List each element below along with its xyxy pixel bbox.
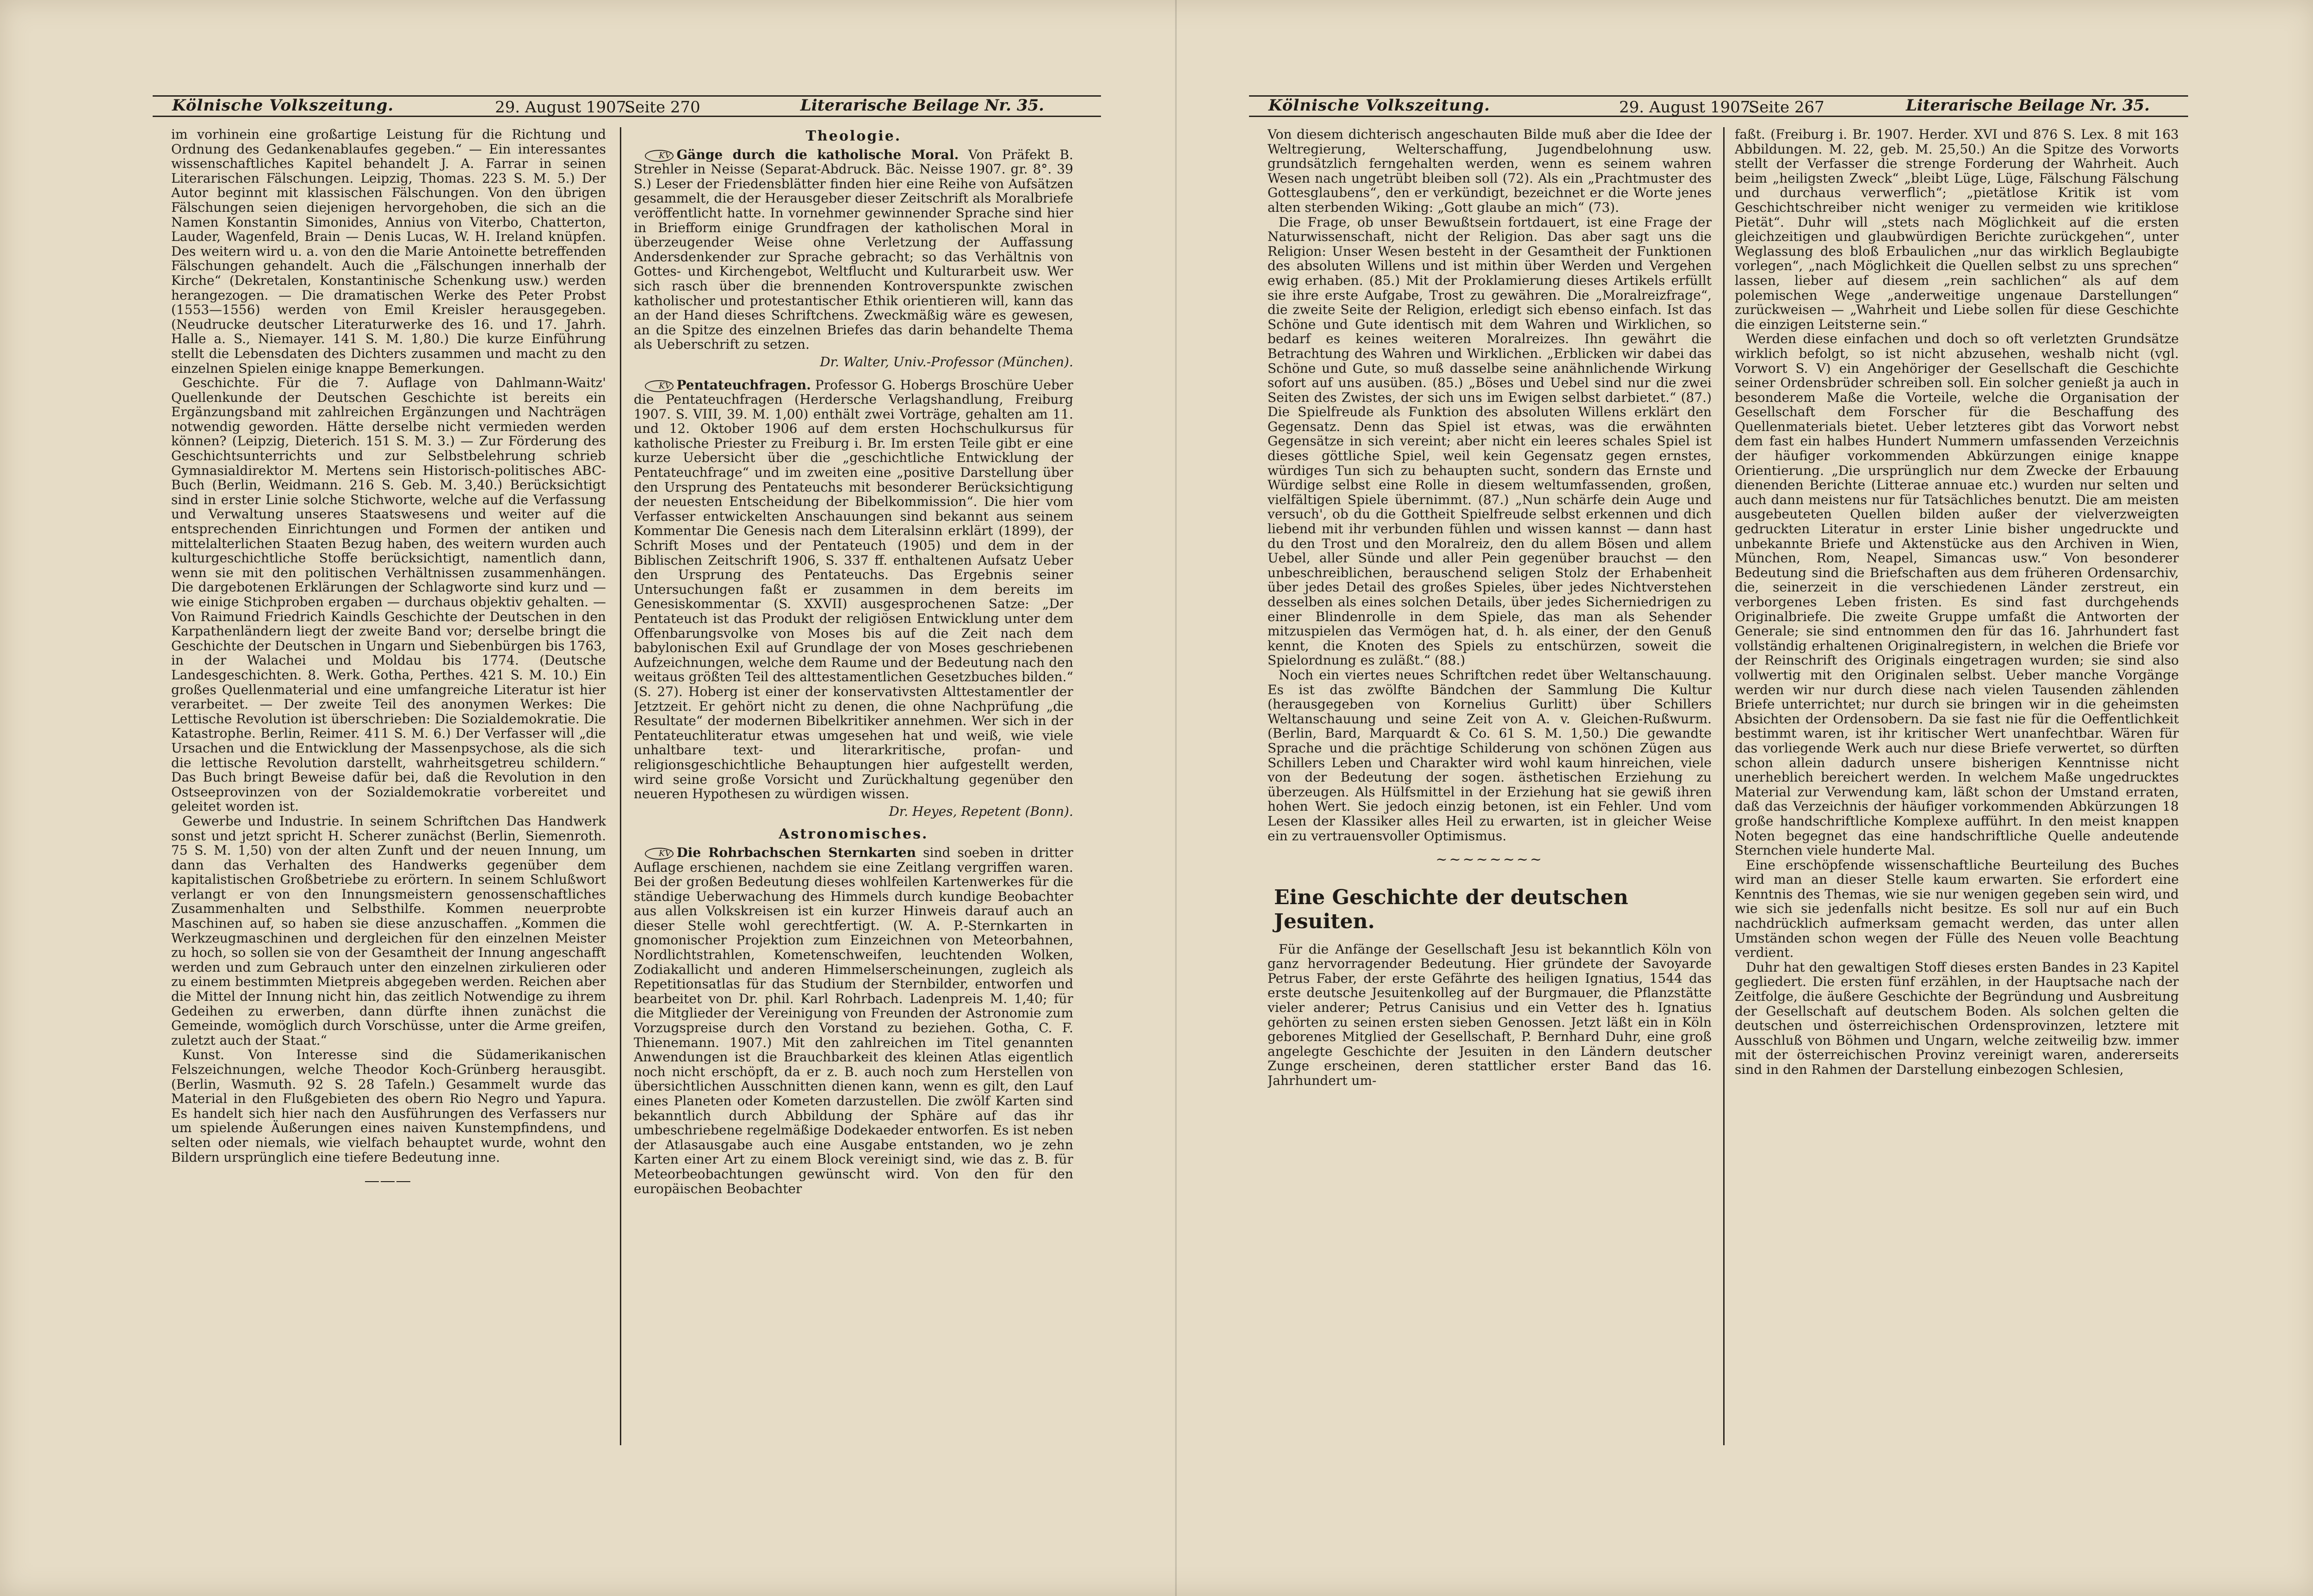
page-fold [1175, 0, 1177, 1596]
divider: ――― [365, 1173, 412, 1189]
kv-mark-icon: KV [645, 380, 674, 392]
article-signature: Dr. Walter, Univ.-Professor (München). [820, 354, 1073, 370]
article-text: Von Präfekt B. Strehler in Neisse (Separat-Abdruck. Bäc. Neisse 1907. gr. 8°. 39 S.) Leser der Friedensblätter finden hier eine Reihe von Aufsätzen gesammelt, die der Herausgeber dieser Zeitschrift als Moralbriefe veröffentlicht hatte. In vornehmer gewinnender Sprache sind hier in Briefform einige Grundfragen der katholischen Moral in überzeugender Weise ohne Verletzung der Auffassung Andersdenkender zur Sprache gebracht; so das Verhältnis von Gottes- und Kirchengebot, Weltflucht und Kulturarbeit usw. Wer sich rasch über die brennenden Kontroverspunkte zwischen katholischer und protestantischer Ethik orientieren will, kann das an der Hand dieses Schriftchens. Zweckmäßig wäre es gewesen, an die Spitze des einzelnen Briefes das darin behandelte Thema als Ueberschrift zu setzen. [634, 147, 1073, 352]
right-header-supplement: Literarische Beilage Nr. 35. [1906, 96, 2150, 115]
right-column-rule [1723, 127, 1725, 1445]
article-text: Professor G. Hobergs Broschüre Ueber die Pentateuchfragen (Herdersche Verlagshandlung, Freiburg 1907. S. VIII, 39. M. 1,00) enthält zwei Vorträge, gehalten am 11. und 12. Oktober 1906 auf dem ersten Hochschulkursus für katholische Priester zu Freiburg i. Br. Im ersten Teile gibt er eine kurze Uebersicht über die „geschichtliche Entwicklung der Pentateuchfrage“ und im zweiten eine „positive Darstellung über den Ursprung des Pentateuchs mit besonderer Berücksichtigung der neuesten Entscheidung der Bibelkommission“. Die hier vom Verfasser entwickelten Anschauungen sind bekannt aus seinem Kommentar Die Genesis nach dem Literalsinn erklärt (1899), der Schrift Moses und der Pentateuch (1905) und dem in der Biblischen Zeitschrift 1906, S. 337 ff. enthaltenen Aufsatz Ueber den Ursprung des Pentateuchs. Das Ergebnis seiner Untersuchungen faßt er zusammen in dem bereits im Genesiskommentar (S. XXVII) ausgesprochenen Satze: „Der Pentateuch ist das Produkt der religiösen Entwicklung unter dem Offenbarungsvolke von Moses bis auf die Zeit nach dem babylonischen Exil auf Grundlage der von Moses geschriebenen Aufzeichnungen, welche dem Raume und der Bedeutung nach den weitaus größten Teil des alttestamentlichen Gesetzbuches bilden.“ (S. 27). Hoberg ist einer der konservativsten Alttestamentler der Jetztzeit. Er gehört nicht zu denen, die ohne Nachprüfung „die Resultate“ der modernen Bibelkritiker annehmen. Wer sich in der Pentateuchliteratur etwas umgesehen hat und weiß, wie viele unhaltbare text- und literarkritische, profan- und religionsgeschichtliche Behauptungen hier aufgestellt werden, wird seine große Vorsicht und Zurückhaltung gegenüber den neueren Hypothesen zu würdigen wissen. [634, 377, 1073, 802]
paragraph: Kunst. Von Interesse sind die Südamerikanischen Felszeichnungen, welche Theodor Koch-Grünberg herausgibt. (Berlin, Wasmuth. 92 S. 28 Tafeln.) Gesammelt wurde das Material in den Flußgebieten des obern Rio Negro und Yapura. Es handelt sich hier nach den Ausführungen des Verfassers nur um spielende Äußerungen eines naiven Kunstempfindens, und selten oder niemals, wie vielfach behauptet wurde, wohnt den Bildern ursprünglich eine tiefere Bedeutung inne. [171, 1047, 606, 1165]
left-header-date: 29. August 1907. [495, 98, 631, 117]
kv-mark-icon: KV [645, 848, 674, 860]
article-title: Die Rohrbachschen Sternkarten [676, 844, 916, 860]
right-columns [1268, 127, 2188, 1450]
section-heading-theology: Theologie. [805, 128, 902, 144]
right-col-1 [1268, 127, 1712, 1450]
article-headline: Eine Geschichte der deutschen Jesuiten. [1274, 885, 1628, 933]
paragraph: Die Frage, ob unser Bewußtsein fortdauert, ist eine Frage der Naturwissenschaft, nicht der Religion. Das aber sagt uns die Religion: Unser Wesen besteht in der Gesamtheit der Funktionen des absoluten Willens und ist mithin über Werden und Vergehen ewig erhaben. (85.) Mit der Proklamierung dieses Artikels erfüllt sie ihre erste Aufgabe, Trost zu gewähren. Die „Moralreizfrage“, die zweite Seite der Religion, erledigt sich ebenso einfach. Ist das Schöne und Gute identisch mit dem Wahren und Wirklichen, so bedarf es keines weiteren Moralreizes. Ihn gewährt die Betrachtung des Wahren und Wirklichen. „Erblicken wir dabei das Schöne und Gute, so muß dasselbe seine anähnlichende Wirkung sofort auf uns ausüben. (85.) „Böses und Uebel sind nur die zwei Seiten des Zwistes, der sich uns im Ewigen selbst darbietet.“ (87.) Die Spielfreude als Funktion des absoluten Willens erklärt den Gegensatz. Denn das Spiel ist etwas, was die erwähnten Gegensätze in sich vereint; aber nicht ein leeres schales Spiel ist dieses göttliche Spiel, weil kein Gegensatz gegen ernstes, würdiges Tun sich zu behaupten sucht, sondern das Ernste und Würdige selbst eine Rolle in diesem weltumfassenden, großen, vielfältigen Spiele übernimmt. (87.) „Nun schärfe dein Auge und versuch', ob du die Gottheit Spielfreude selbst erkennen und dich liebend mit ihr verbunden fühlen und wissen kannst — dann hast du den Trost und den Moralreiz, den du allem Bösen und allem Uebel, aller Sünde und aller Pein gegenüber brauchst — den unbeschreiblichen, berauschend seligen Stolz der Erhabenheit über jedes Detail des großes Spieles, über jedes Nichtverstehen desselben als eines solchen Details, über jedes Sicherniedrigen zu einer Blindenrolle in dem Spiele, das man als Sehender mitzuspielen das Vermögen hat, d. h. als einer, der den Genuß kennt, die Knoten des Spiels zu entschürzen, soweit die Spielordnung es zuläßt.“ (88.) [1268, 214, 1712, 668]
left-col-2 [634, 127, 1073, 1450]
right-header-rule [1249, 116, 2188, 117]
paragraph: faßt. (Freiburg i. Br. 1907. Herder. XVI und 876 S. Lex. 8 mit 163 Abbildungen. M. 22, geb. M. 25,50.) An die Spitze des Vorworts stellt der Verfasser die strenge Forderung der Wahrheit. Auch beim „heiligsten Zweck“ „bleibt Lüge, Lüge, Fälschung Fälschung und durchaus verwerflich“; „pietätlose Kritik ist vom Geschichtschreiber nicht weniger zu vermeiden wie kritiklose Pietät“. Duhr will „stets nach Möglichkeit auf die ersten gleichzeitigen und glaubwürdigen Berichte zurückgehen“, unter Weglassung des bloß Erbaulichen „nur das wirklich Beglaubigte vorlegen“, „nach Möglichkeit die Quellen selbst zu uns sprechen“ lassen, lieber auf diesem „rein sachlichen“ als auf dem polemischen Wege „anderweitige ungenaue Darstellungen“ zurückweisen — „Wahrheit und Liebe sollen für diese Geschichte die einzigen Leitsterne sein.“ [1735, 127, 2179, 332]
right-header-paper: Kölnische Volkszeitung. [1268, 96, 1490, 115]
left-columns [171, 127, 1101, 1450]
kv-mark-icon: KV [645, 150, 674, 162]
left-column-rule [620, 127, 621, 1445]
right-header-date: 29. August 1907. [1619, 98, 1756, 117]
paragraph: Von diesem dichterisch angeschauten Bilde muß aber die Idee der Weltregierung, Welterschaffung, Jugendbelohnung usw. grundsätzlich ferngehalten werden, wenn es seinem wahren Wesen nach ungetrübt bleiben soll (72). Als ein „Prachtmuster des Gottesglaubens“, den er verkündigt, bezeichnet er die Worte jenes alten sterbenden Wiking: „Gott glaube an mich“ (73). [1268, 127, 1712, 215]
article-title: Pentateuchfragen. [676, 377, 811, 393]
right-header [1249, 69, 2188, 117]
paragraph: Eine erschöpfende wissenschaftliche Beurteilung des Buches wird man an dieser Stelle kaum erwarten. Sie erfordert eine Kenntnis des Themas, wie sie nur wenigen gegeben sein wird, und wie sich sie jedenfalls nicht besitze. Es soll nur auf ein Buch nachdrücklich aufmerksam gemacht werden, das unter allen Umständen schon wegen der Fülle des Neuen volle Beachtung verdient. [1735, 857, 2179, 961]
paragraph: Werden diese einfachen und doch so oft verletzten Grundsätze wirklich befolgt, so ist nicht abzusehen, weshalb nicht (vgl. Vorwort S. V) ein Angehöriger der Gesellschaft die Geschichte seiner Ordensbrüder schreiben soll. Ein solcher genießt ja auch in besonderem Maße die Vorteile, welche die Organisation der Gesellschaft dem Forscher für die Beschaffung des Quellenmaterials bietet. Ueber letzteres gibt das Vorwort nebst dem fast ein halbes Hundert Nummern umfassenden Verzeichnis der häufiger vorkommenden Abkürzungen einige knappe Orientierung. „Die ursprünglich nur dem Zwecke der Erbauung dienenden Berichte (Litterae annuae etc.) wurden nur selten und auch dann meistens nur für Tatsächliches benutzt. Die am meisten ausgebeuteten Quellen bilden außer der vielverzweigten gedruckten Literatur in erster Linie bisher ungedruckte und unbekannte Briefe und Aktenstücke aus den Archiven in Wien, München, Rom, Neapel, Simancas usw.“ Von besonderer Bedeutung sind die Briefschaften aus dem früheren Ordensarchiv, die, seinerzeit in die verschiedenen Länder zerstreut, ein verborgenes Leben fristen. Es sind fast durchgehends Originalbriefe. Die zweite Gruppe umfaßt die Antworten der Generale; sie sind entnommen den für das 16. Jahrhundert fast vollständig erhaltenen Originalregistern, in welchen die Briefe vor der Reinschrift des Originals eingetragen wurden; sie sind also vollwertig mit den Originalen selbst. Ueber manche Vorgänge werden wir nur durch diese nach vielen Tausenden zählenden Briefe unterrichtet; nur durch sie bringen wir in die geheimsten Absichten der Ordensobern. Da sie fast nie für die Oeffentlichkeit bestimmt waren, ist ihr kritischer Wert unanfechtbar. Wären für das vorliegende Werk auch nur diese Briefe verwertet, so dürften schon allein dadurch unsere bisherigen Kenntnisse nicht unerheblich bereichert werden. In welchem Maße ungedrucktes Material zur Verwendung kam, läßt schon der Umstand erraten, daß das Verzeichnis der häufiger vorkommenden Abkürzungen 18 große handschriftliche Komplexe aufführt. In den meist knappen Noten begegnet das eine handschriftliche Quelle andeutende Sternchen viele hunderte Mal. [1735, 331, 2179, 858]
paragraph: Gewerbe und Industrie. In seinem Schriftchen Das Handwerk sonst und jetzt spricht H. Scherer zunächst (Berlin, Siemenroth. 75 S. M. 1,50) von der alten Zunft und der neuen Innung, um dann das Verhalten des Handwerks gegenüber dem kapitalistischen Großbetriebe zu erörtern. In seinem Schlußwort verlangt er von den Innungsmeistern genossenschaftliches Zusammenhalten und Selbsthilfe. Kommen neuerprobte Maschinen auf, so haben sie diese anzuschaffen. „Kommen die Werkzeugmaschinen und dergleichen für den einzelnen Meister zu hoch, so sollen sie von der Gesamtheit der Innung angeschafft werden und zum Gebrauch unter den einzelnen zirkulieren oder zu einem bestimmten Mietpreis abgegeben werden. Reichen aber die Mittel der Innung nicht hin, das zeitlich Notwendige zu ihrem Gedeihen zu erwerben, dann dürfte ihnen zunächst die Gemeinde, womöglich durch Vorschüsse, unter die Arme greifen, zuletzt auch der Staat.“ [171, 813, 606, 1048]
divider-flourish: ~~~~~~~~ [1435, 851, 1544, 868]
article-signature: Dr. Heyes, Repetent (Bonn). [889, 803, 1073, 819]
right-col-2 [1735, 127, 2179, 1450]
left-header-paper: Kölnische Volkszeitung. [172, 96, 394, 115]
left-header [153, 69, 1101, 117]
section-heading-astronomy: Astronomisches. [779, 826, 928, 843]
article-text: sind soeben in dritter Auflage erschienen, nachdem sie eine Zeitlang vergriffen waren. Bei der großen Bedeutung dieses wohlfeilen Kartenwerkes für die ständige Ueberwachung des Himmels durch kundige Beobachter aus allen Volkskreisen ist ein kurzer Hinweis darauf auch an dieser Stelle wohl gerechtfertigt. (W. A. P.-Sternkarten in gnomonischer Projektion zum Einzeichnen von Meteorbahnen, Nordlichtstrahlen, Kometenschweifen, leuchtenden Wolken, Zodiakallicht und anderen Himmelserscheinungen, zugleich als Repetitionsatlas für das Studium der Sternbilder, entworfen und bearbeitet von Dr. phil. Karl Rohrbach. Ladenpreis M. 1,40; für die Mitglieder der Vereinigung von Freunden der Astronomie zum Vorzugspreise durch den Vorstand zu beziehen. Gotha, C. F. Thienemann. 1907.) Mit den zahlreichen im Titel genannten Anwendungen ist die Brauchbarkeit des kleinen Atlas eigentlich noch nicht erschöpft, da er z. B. auch noch zum Herstellen von übersichtlichen Ausschnitten dienen kann, wenn es gilt, den Lauf eines Planeten oder Kometen darzustellen. Die zwölf Karten sind bekanntlich durch Abbildung der Sphäre auf das ihr umbeschriebene regelmäßige Dodekaeder entworfen. Es ist neben der Atlasausgabe auch eine Ausgabe entstanden, wo je zehn Karten einer Art zu einem Block vereinigt sind, wie das z. B. für Meteorbeobachtungen gewünscht wird. Von den für den europäischen Beobachter [634, 844, 1073, 1196]
left-col-1 [171, 127, 606, 1450]
paragraph: Geschichte. Für die 7. Auflage von Dahlmann-Waitz' Quellenkunde der Deutschen Geschichte ist bereits ein Ergänzungsband mit zahlreichen Ergänzungen und Nachträgen notwendig geworden. Hätte derselbe nicht vermieden werden können? (Leipzig, Dieterich. 151 S. M. 3.) — Zur Förderung des Geschichtsunterrichts und zur Selbstbelehrung schrieb Gymnasialdirektor M. Mertens sein Historisch-politisches ABC-Buch (Berlin, Weidmann. 216 S. Geb. M. 3,40.) Berücksichtigt sind in erster Linie solche Stichworte, welche auf die Verfassung und Verwaltung unseres Staatswesens und weiter auf die entsprechenden Einrichtungen und Formen der antiken und mittelalterlichen Staaten Bezug haben, des weitern wurden auch kulturgeschichtliche Stoffe berücksichtigt, namentlich dann, wenn sie mit den politischen Verhältnissen zusammenhängen. Die dargebotenen Erklärungen der Schlagworte sind kurz und — wie einige Stichproben ergaben — durchaus objektiv gehalten. — Von Raimund Friedrich Kaindls Geschichte der Deutschen in den Karpathenländern liegt der zweite Band vor; derselbe bringt die Geschichte der Deutschen in Ungarn und Siebenbürgen bis 1763, in der Walachei und Moldau bis 1774. (Deutsche Landesgeschichten. 8. Werk. Gotha, Perthes. 421 S. M. 10.) Ein großes Quellenmaterial und eine umfangreiche Literatur ist hier verarbeitet. — Der zweite Teil des anonymen Werkes: Die Lettische Revolution ist überschrieben: Die Sozialdemokratie. Die Katastrophe. Berlin, Reimer. 411 S. M. 6.) Der Verfasser will „die Ursachen und die Entwicklung der Massenpsychose, als die sich die lettische Revolution darstellt, wahrheitsgetreu schildern.“ Das Buch bringt Beweise dafür bei, daß die Revolution in den Ostseeprovinzen von der Sozialdemokratie vorbereitet und geleitet worden ist. [171, 375, 606, 814]
paragraph: Für die Anfänge der Gesellschaft Jesu ist bekanntlich Köln von ganz hervorragender Bedeutung. Hier gründete der Savoyarde Petrus Faber, der erste Gefährte des heiligen Ignatius, 1544 das erste deutsche Jesuitenkolleg auf der Burgmauer, die Pflanzstätte vieler anderer; Petrus Canisius und ein Vetter des h. Ignatius gehörten zu seinen ersten sieben Genossen. Jetzt läßt ein in Köln geborenes Mitglied der Gesellschaft, P. Bernhard Duhr, eine groß angelegte Geschichte der Jesuiten in den Ländern deutscher Zunge erscheinen, deren stattlicher erster Band das 16. Jahrhundert um- [1268, 941, 1712, 1089]
right-header-page: Seite 267 [1749, 98, 1824, 117]
right-page [1249, 69, 2188, 1457]
paragraph: Duhr hat den gewaltigen Stoff dieses ersten Bandes in 23 Kapitel gegliedert. Die ersten fünf erzählen, in der Hauptsache nach der Zeitfolge, die äußere Geschichte der Begründung und Ausbreitung der Gesellschaft auf deutschem Boden. Als solchen gelten die deutschen und österreichischen Ordensprovinzen, letztere mit Ausschluß von Böhmen und Ungarn, welche zeitweilig bzw. immer mit der österreichischen Provinz vereinigt waren, andererseits sind in den Rahmen der Darstellung einbezogen Schlesien, [1735, 959, 2179, 1077]
left-header-supplement: Literarische Beilage Nr. 35. [800, 96, 1045, 115]
paragraph: Noch ein viertes neues Schriftchen redet über Weltanschauung. Es ist das zwölfte Bändchen der Sammlung Die Kultur (herausgegeben von Kornelius Gurlitt) über Schillers Weltanschauung und seine Zeit von A. v. Gleichen-Rußwurm. (Berlin, Bard, Marquardt & Co. 61 S. M. 1,50.) Die gewandte Sprache und die prächtige Schilderung von schönen Zügen aus Schillers Leben und Charakter wird wohl kaum hinreichen, viele von der Bedeutung der sogen. ästhetischen Erziehung zu überzeugen. Als Hülfsmittel in der Erziehung hat sie gewiß ihren hohen Wert. Sie jedoch einzig betonen, ist ein Fehler. Und vom Lesen der Klassiker alles Heil zu erwarten, ist in gleicher Weise ein zu vertrauensvoller Optimismus. [1268, 667, 1712, 844]
left-header-page: Seite 270 [625, 98, 700, 117]
article-title: Gänge durch die katholische Moral. [676, 147, 959, 162]
left-page [153, 69, 1101, 1457]
paragraph: im vorhinein eine großartige Leistung für die Richtung und Ordnung des Gedankenablaufes gegeben.“ — Ein interessantes wissenschaftliches Kapitel behandelt J. A. Farrar in seinen Literarischen Fälschungen. Leipzig, Thomas. 223 S. M. 5.) Der Autor beginnt mit klassischen Fälschungen. Von den übrigen Fälschungen seien diejenigen hervorgehoben, die sich an die Namen Konstantin Simonides, Annius von Viterbo, Chatterton, Lauder, Wagenfeld, Brain — Denis Lucas, W. H. Ireland knüpfen. Des weitern wird u. a. von den die Marie Antoinette betreffenden Fälschungen gehandelt. Auch die „Fälschungen innerhalb der Kirche“ (Dekretalen, Konstantinische Schenkung usw.) werden herangezogen. — Die dramatischen Werke des Peter Probst (1553—1556) werden von Emil Kreisler herausgegeben. (Neudrucke deutscher Literaturwerke des 16. und 17. Jahrh. Halle a. S., Niemayer. 141 S. M. 1,80.) Die kurze Einführung stellt die Lebensdaten des Dichters zusammen und macht zu den einzelnen Spielen einige knappe Bemerkungen. [171, 127, 606, 376]
left-header-rule [153, 116, 1101, 117]
